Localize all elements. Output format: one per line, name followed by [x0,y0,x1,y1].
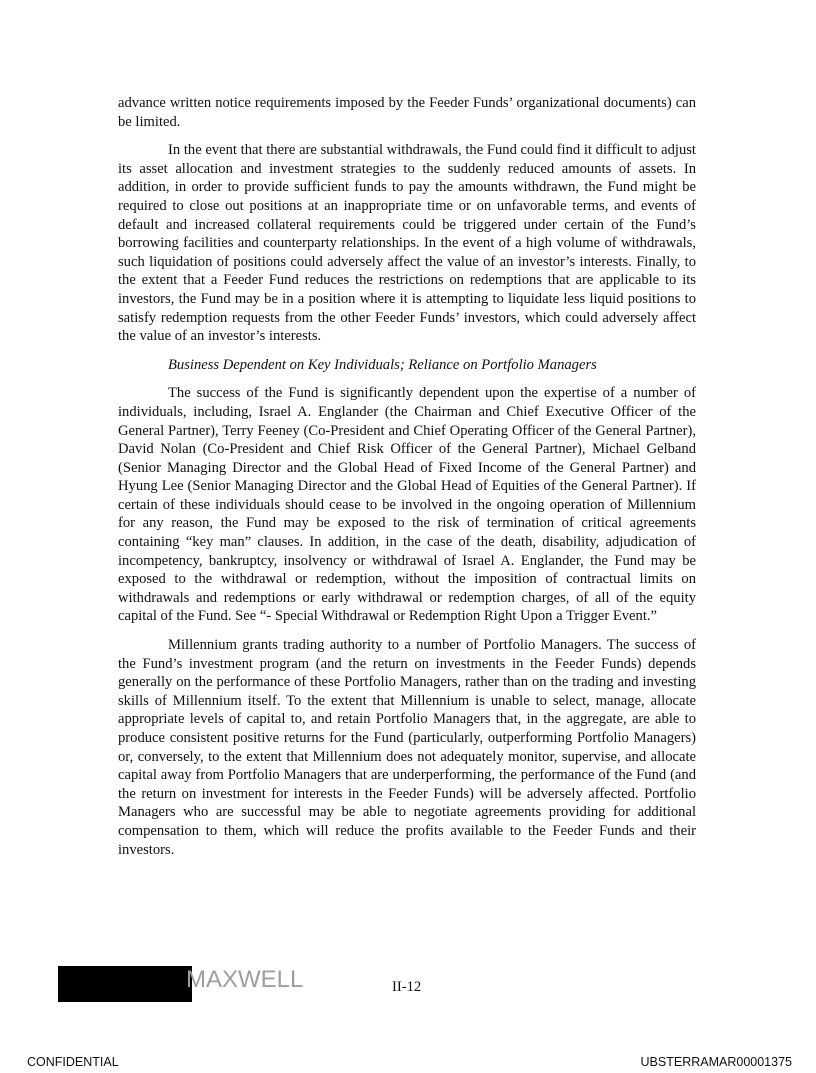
bates-number: UBSTERRAMAR00001375 [640,1055,792,1069]
maxwell-watermark: MAXWELL [186,966,304,993]
page-number: II-12 [392,979,422,995]
paragraph-withdrawals: In the event that there are substantial withdrawals, the Fund could find it difficult to adjust its asset allocation and investment strategies to the suddenly reduced amounts of assets. In addition, in order to provide sufficient funds to pay the amounts withdrawn, the Fund might be required to close out positions at an inappropriate time or on unfavorable terms, and events of default and increased collateral requirements could be triggered under certain of the Fund’s borrowing facilities and counterparty relationships. In the event of a high volume of withdrawals, such liquidation of positions could adversely affect the value of an investor’s interests. Finally, to the extent that a Feeder Fund reduces the restrictions on redemptions that are applicable to its investors, the Fund may be in a position where it is attempting to liquidate less liquid positions to satisfy redemption requests from the other Feeder Funds’ investors, which could adversely affect the value of an investor’s interests. [118,142,696,345]
redaction-box [58,966,192,1002]
section-heading: Business Dependent on Key Individuals; Reliance on Portfolio Managers [168,356,597,373]
paragraph-portfolio-managers: Millennium grants trading authority to a number of Portfolio Managers. The success of the Fund’s investment program (and the return on investments in the Feeder Funds) depends generally on the performance of these Portfolio Managers, rather than on the trading and investing skills of Millennium itself. To the extent that Millennium is unable to select, manage, allocate appropriate levels of capital to, and retain Portfolio Managers that, in the aggregate, are able to produce consistent positive returns for the Fund (particularly, outperforming Portfolio Managers) or, conversely, to the extent that Millennium does not adequately monitor, supervise, and allocate capital away from Portfolio Managers that are underperforming, the performance of the Fund (and the return on investment for interests in the Feeder Funds) will be adversely affected. Portfolio Managers who are successful may be able to negotiate agreements providing for additional compensation to them, which will reduce the profits available to the Feeder Funds and their investors. [118,637,696,858]
paragraph-continuation: advance written notice requirements imposed by the Feeder Funds’ organizational documents) can be limited. [118,95,696,130]
document-body [118,94,696,869]
confidential-label: CONFIDENTIAL [27,1055,119,1069]
paragraph-key-individuals: The success of the Fund is significantly dependent upon the expertise of a number of individuals, including, Israel A. Englander (the Chairman and Chief Executive Officer of the General Partner), Terry Feeney (Co-President and Chief Operating Officer of the General Partner), David Nolan (Co-President and Chief Risk Officer of the General Partner), Michael Gelband (Senior Managing Director and the Global Head of Fixed Income of the General Partner) and Hyung Lee (Senior Managing Director and the Global Head of Equities of the General Partner). If certain of these individuals should cease to be involved in the ongoing operation of Millennium for any reason, the Fund may be exposed to the risk of termination of critical agreements containing “key man” clauses. In addition, in the case of the death, disability, adjudication of incompetency, bankruptcy, insolvency or withdrawal of Israel A. Englander, the Fund may be exposed to the withdrawal or redemption, without the imposition of contractual limits on withdrawals and redemptions or early withdrawal or redemption charges, of all of the equity capital of the Fund. See “- Special Withdrawal or Redemption Right Upon a Trigger Event.” [118,385,696,625]
